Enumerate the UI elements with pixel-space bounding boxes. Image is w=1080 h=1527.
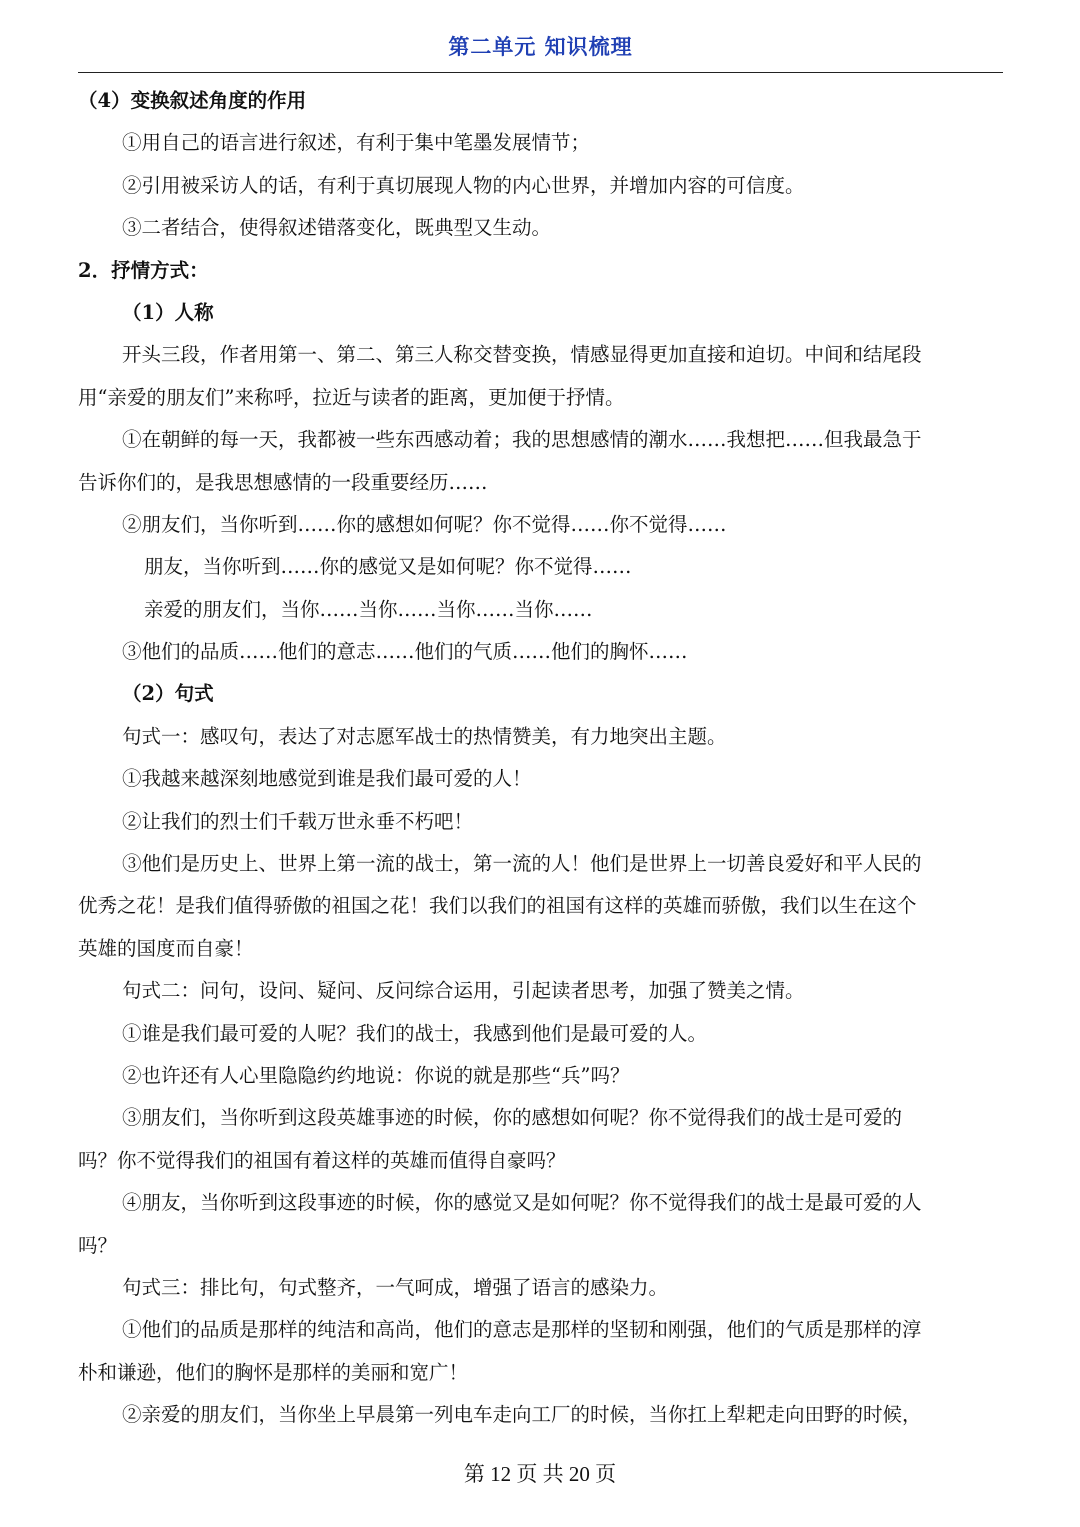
- paragraph-line: 告诉你们的，是我思想感情的一段重要经历……: [78, 470, 488, 494]
- page-header: [78, 28, 1003, 73]
- paragraph-line: ③他们的品质……他们的意志……他们的气质……他们的胸怀……: [122, 640, 688, 664]
- paragraph-line: 朋友，当你听到……你的感觉又是如何呢？你不觉得……: [144, 555, 632, 579]
- paragraph-line: ①谁是我们最可爱的人呢？我们的战士，我感到他们是最可爱的人。: [122, 1021, 708, 1045]
- paragraph-line: ①我越来越深刻地感觉到谁是我们最可爱的人！: [122, 767, 532, 791]
- section-heading: 2．抒情方式：: [78, 258, 209, 282]
- paragraph-line: 开头三段，作者用第一、第二、第三人称交替变换，情感显得更加直接和迫切。中间和结尾段: [122, 343, 922, 367]
- section-heading: （1）人称: [122, 300, 214, 324]
- paragraph-line: 英雄的国度而自豪！: [78, 936, 254, 960]
- paragraph-line: 亲爱的朋友们，当你……当你……当你……当你……: [144, 597, 593, 621]
- paragraph-line: ③二者结合，使得叙述错落变化，既典型又生动。: [122, 216, 552, 240]
- paragraph-line: ①在朝鲜的每一天，我都被一些东西感动着；我的思想感情的潮水……我想把……但我最急于: [122, 428, 922, 452]
- paragraph-line: ②朋友们，当你听到……你的感想如何呢？你不觉得……你不觉得……: [122, 512, 727, 536]
- paragraph-line: ②亲爱的朋友们，当你坐上早晨第一列电车走向工厂的时候，当你扛上犁耙走向田野的时候，: [122, 1403, 922, 1427]
- paragraph-line: 用“亲爱的朋友们”来称呼，拉近与读者的距离，更加便于抒情。: [78, 385, 625, 409]
- paragraph-line: 优秀之花！是我们值得骄傲的祖国之花！我们以我们的祖国有这样的英雄而骄傲，我们以生在这个: [78, 894, 917, 918]
- paragraph-line: 句式一：感叹句，表达了对志愿军战士的热情赞美，有力地突出主题。: [122, 724, 727, 748]
- paragraph-line: ③朋友们，当你听到这段英雄事迹的时候，你的感想如何呢？你不觉得我们的战士是可爱的: [122, 1106, 903, 1130]
- header-title: 第二单元 知识梳理: [448, 35, 633, 59]
- paragraph-line: ②引用被采访人的话，有利于真切展现人物的内心世界，并增加内容的可信度。: [122, 173, 805, 197]
- paragraph-line: 吗？: [78, 1233, 118, 1257]
- page-footer: 第 12 页 共 20 页: [463, 1462, 617, 1486]
- paragraph-line: ②也许还有人心里隐隐约约地说：你说的就是那些“兵”吗？: [122, 1063, 630, 1087]
- section-heading: （2）句式: [122, 682, 214, 706]
- paragraph-line: ①他们的品质是那样的纯洁和高尚，他们的意志是那样的坚韧和刚强，他们的气质是那样的淳: [122, 1318, 922, 1342]
- paragraph-line: ④朋友，当你听到这段事迹的时候，你的感觉又是如何呢？你不觉得我们的战士是最可爱的人: [122, 1191, 922, 1215]
- paragraph-line: ③他们是历史上、世界上第一流的战士，第一流的人！他们是世界上一切善良爱好和平人民的: [122, 852, 922, 876]
- paragraph-line: 句式二：问句，设问、疑问、反问综合运用，引起读者思考，加强了赞美之情。: [122, 979, 805, 1003]
- section-heading: （4）变换叙述角度的作用: [78, 89, 307, 112]
- document-body: [78, 80, 1003, 1437]
- paragraph-line: ②让我们的烈士们千载万世永垂不朽吧！: [122, 809, 474, 833]
- paragraph-line: 朴和谦逊，他们的胸怀是那样的美丽和宽广！: [78, 1360, 469, 1384]
- paragraph-line: 句式三：排比句，句式整齐，一气呵成，增强了语言的感染力。: [122, 1275, 669, 1299]
- paragraph-line: 吗？你不觉得我们的祖国有着这样的英雄而值得自豪吗？: [78, 1148, 566, 1172]
- paragraph-line: ①用自己的语言进行叙述，有利于集中笔墨发展情节；: [122, 131, 591, 155]
